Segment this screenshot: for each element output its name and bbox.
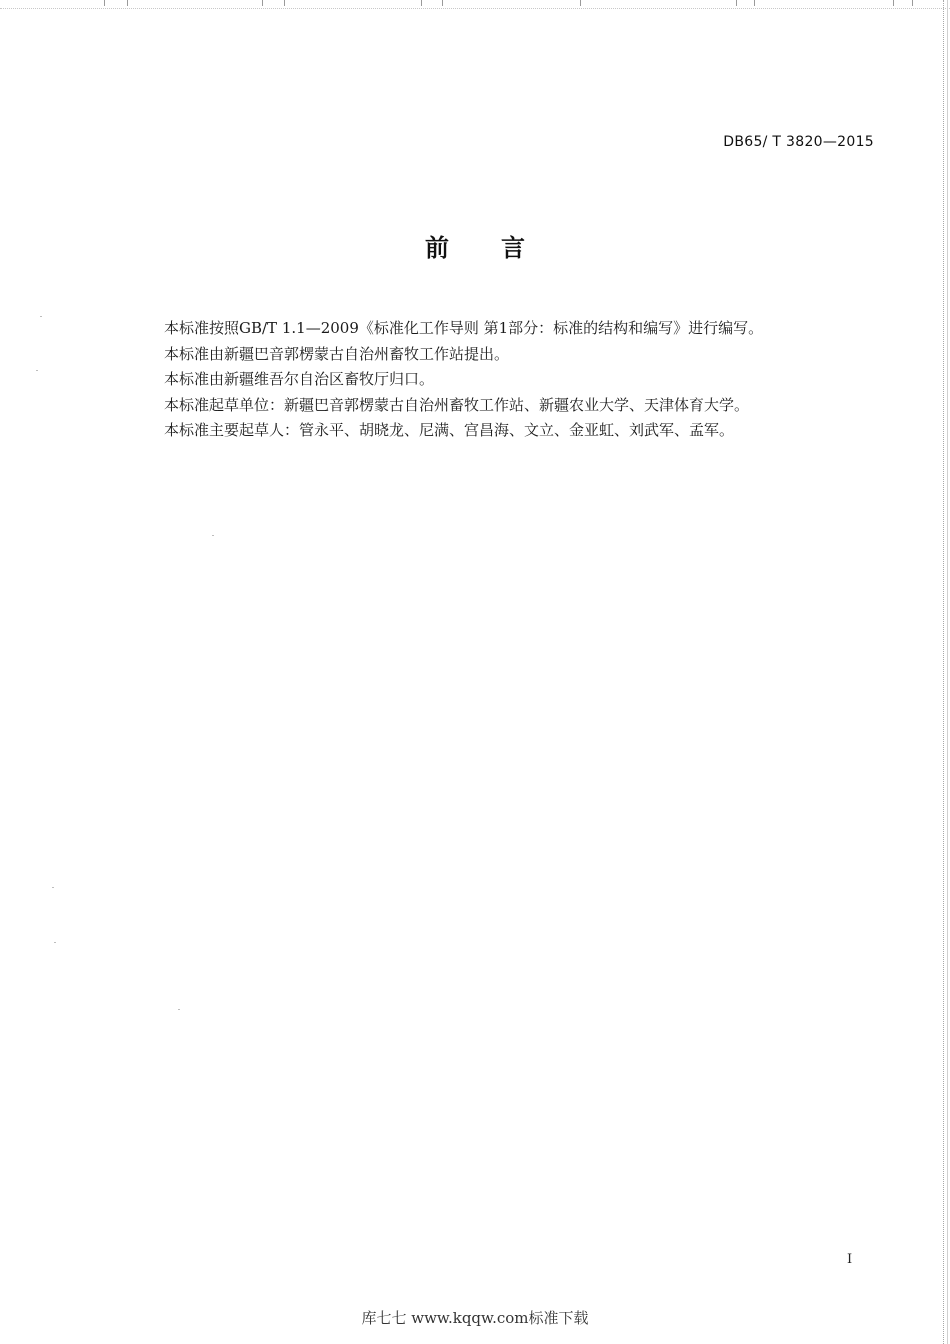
scan-tick — [736, 0, 737, 6]
scan-tick — [580, 0, 581, 6]
document-code: DB65/ T 3820—2015 — [723, 134, 874, 150]
page-title-char-1: 前 — [425, 234, 449, 262]
scan-tick — [284, 0, 285, 6]
download-watermark: 库七七 www.kqqw.com标准下载 — [361, 1309, 589, 1327]
page-title-char-2: 言 — [501, 234, 525, 262]
scan-right-edge — [943, 0, 950, 1344]
scan-speck — [40, 316, 42, 317]
foreword-body — [164, 316, 864, 444]
scan-tick — [912, 0, 913, 6]
scan-tick — [754, 0, 755, 6]
scan-edge-line — [947, 0, 948, 1344]
scan-tick — [104, 0, 105, 6]
scan-tick — [442, 0, 443, 6]
foreword-paragraph: 本标准由新疆维吾尔自治区畜牧厅归口。 — [164, 370, 435, 388]
scan-tick — [127, 0, 128, 6]
scan-speck — [212, 535, 214, 536]
foreword-paragraph: 本标准由新疆巴音郭楞蒙古自治州畜牧工作站提出。 — [164, 344, 510, 363]
page-number: I — [847, 1252, 853, 1267]
scan-tick — [421, 0, 422, 6]
foreword-paragraph: 本标准按照GB/T 1.1—2009《标准化工作导则 第1部分：标准的结构和编写》进行编写。 — [164, 319, 764, 337]
scan-speck — [52, 887, 54, 888]
foreword-paragraph: 本标准起草单位：新疆巴音郭楞蒙古自治州畜牧工作站、新疆农业大学、天津体育大学。 — [164, 395, 750, 414]
scan-speck — [54, 942, 56, 943]
scan-tick — [893, 0, 894, 6]
page-title — [0, 228, 950, 263]
scan-tick — [262, 0, 263, 6]
foreword-paragraph: 本标准主要起草人：管永平、胡晓龙、尼满、宫昌海、文立、金亚虹、刘武军、孟军。 — [164, 421, 735, 439]
scan-speck — [178, 1009, 180, 1010]
scan-top-edge — [0, 0, 950, 9]
scan-speck — [36, 370, 38, 371]
